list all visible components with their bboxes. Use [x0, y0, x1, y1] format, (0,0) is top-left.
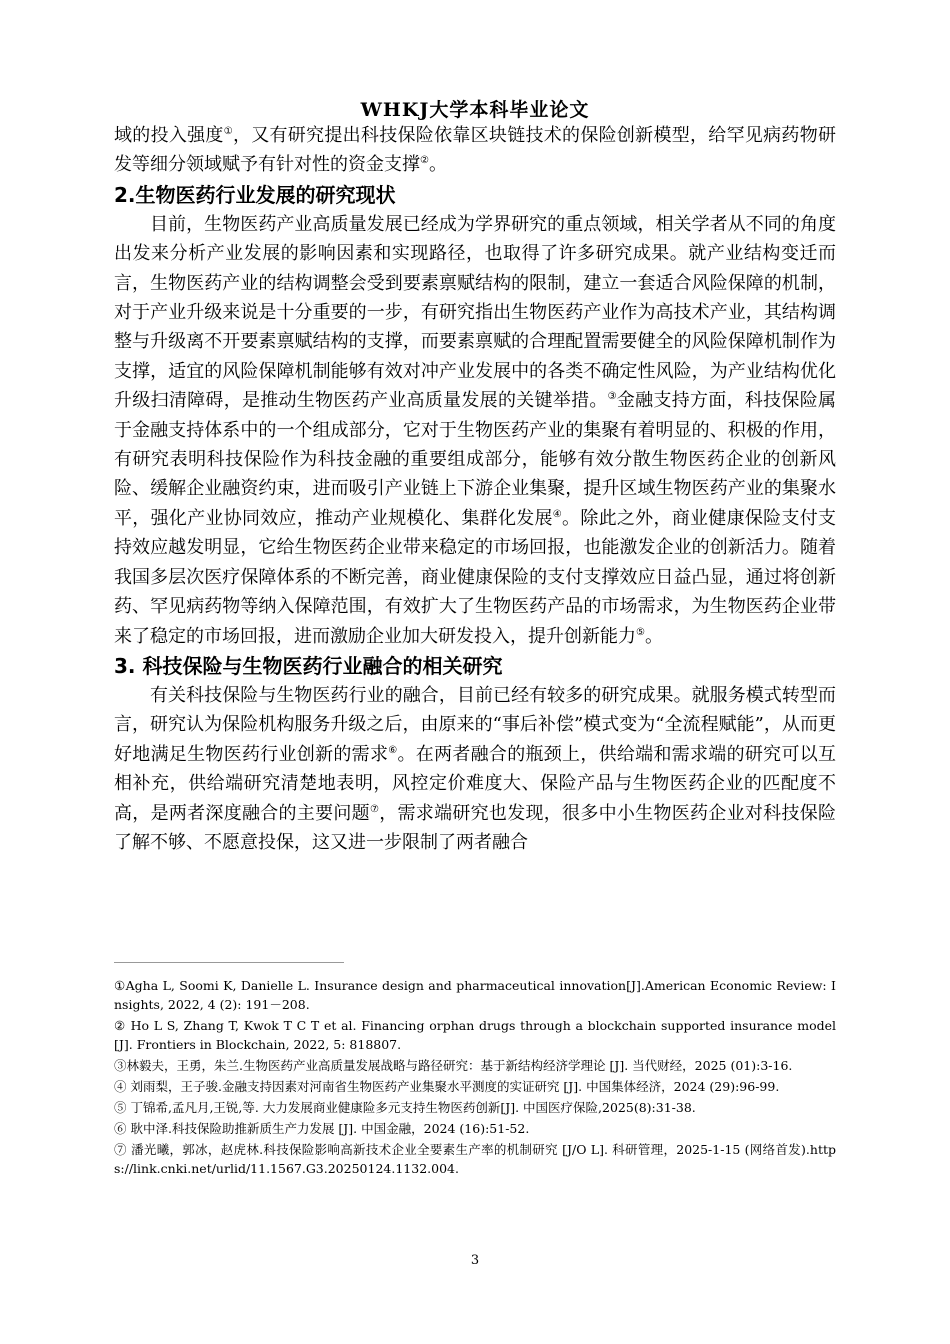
footnote-ref[interactable]: ⑦ — [369, 803, 380, 815]
footnote-ref[interactable]: ⑤ — [636, 626, 645, 638]
footnote: ② Ho L S, Zhang T, Kwok T C T et al. Financing orphan drugs through a blockchain supported insurance model[J]. Frontiers in Blockchain, 2022, 5: 818807. — [114, 1018, 836, 1052]
footnote: ①Agha L, Soomi K, Danielle L. Insurance design and pharmaceutical innovation[J].American Economic Review: Insights, 2022, 4 (2): 191－208. — [114, 978, 836, 1012]
footnote: ④ 刘雨梨，王子骏.金融支持因素对河南省生物医药产业集聚水平测度的实证研究 [J]. 中国集体经济，2024 (29):96-99. — [114, 1079, 780, 1094]
page-number: 3 — [470, 1253, 480, 1268]
footnote: ⑤ 丁锦希,孟凡月,王锐,等. 大力发展商业健康险多元支持生物医药创新[J]. 中国医疗保险,2025(8):31-38. — [114, 1100, 696, 1115]
body-text — [114, 121, 836, 857]
footnote-ref[interactable]: ③ — [607, 391, 617, 403]
running-header: WHKJ大学本科毕业论文 — [360, 99, 590, 121]
paragraph: 有关科技保险与生物医药行业的融合，目前已经有较多的研究成果。就服务模式转型而言，研究认为保险机构服务升级之后，由原来的“事后补偿”模式变为“全流程赋能”，从而更好地满足生物医药行业创新的需求⑥。在两者融合的瓶颈上，供给端和需求端的研究可以互相补充，供给端研究清楚地表明，风控定价难度大、保险产品与生物医药企业的匹配度不高，是两者深度融合的主要问题⑦，需求端研究也发现，很多中小生物医药企业对科技保险了解不够、不愿意投保，这又进一步限制了两者融合 — [114, 684, 837, 853]
section-heading: 3. 科技保险与生物医药行业融合的相关研究 — [114, 653, 503, 678]
footnote-ref[interactable]: ④ — [552, 508, 563, 520]
paragraph-continued: 域的投入强度①，又有研究提出科技保险依靠区块链技术的保险创新模型，给罕见病药物研发等细分领域赋予有针对性的资金支撑②。 — [114, 125, 837, 176]
footnote: ③林毅夫，王勇，朱兰.生物医药产业高质量发展战略与路径研究：基于新结构经济学理论 [J]. 当代财经，2025 (01):3-16. — [114, 1058, 793, 1073]
paragraph: 目前，生物医药产业高质量发展已经成为学界研究的重点领域，相关学者从不同的角度出发来分析产业发展的影响因素和实现路径，也取得了许多研究成果。就产业结构变迁而言，生物医药产业的结构调整会受到要素禀赋结构的限制，建立一套适合风险保障的机制，对于产业升级来说是十分重要的一步，有研究指出生物医药产业作为高技术产业，其结构调整与升级离不开要素禀赋结构的支撑，而要素禀赋的合理配置需要健全的风险保障机制作为支撑，适宜的风险保障机制能够有效对冲产业发展中的各类不确定性风险，为产业结构优化升级扫清障碍，是推动生物医药产业高质量发展的关键举措。③金融支持方面，科技保险属于金融支持体系中的一个组成部分，它对于生物医药产业的集聚有着明显的、积极的作用，有研究表明科技保险作为科技金融的重要组成部分，能够有效分散生物医药企业的创新风险、缓解企业融资约束，进而吸引产业链上下游企业集聚，提升区域生物医药产业的集聚水平，强化产业协同效应，推动产业规模化、集群化发展④。除此之外，商业健康保险支付支持效应越发明显，它给生物医药企业带来稳定的市场回报，也能激发企业的创新活力。随着我国多层次医疗保障体系的不断完善，商业健康保险的支付支撑效应日益凸显，通过将创新药、罕见病药物等纳入保障范围，有效扩大了生物医药产品的市场需求，为生物医药企业带来了稳定的市场回报，进而激励企业加大研发投入，提升创新能力⑤。 — [114, 213, 837, 647]
footnote: ⑦ 潘光曦，郭冰，赵虎林.科技保险影响高新技术企业全要素生产率的机制研究 [J/O L]. 科研管理，2025-1-15 (网络首发).https://link.cnki.net/urlid/11.1567.G3.20250124.1132.004. — [114, 1142, 836, 1176]
footnote-ref[interactable]: ① — [223, 126, 233, 137]
footnote-ref[interactable]: ⑥ — [388, 744, 398, 756]
footnote-divider — [114, 962, 344, 963]
footnote: ⑥ 耿中泽.科技保险助推新质生产力发展 [J]. 中国金融，2024 (16):51-52. — [114, 1121, 530, 1136]
footnotes — [114, 976, 836, 1180]
section-heading: 2.生物医药行业发展的研究现状 — [114, 182, 396, 207]
footnote-ref[interactable]: ② — [420, 155, 429, 167]
